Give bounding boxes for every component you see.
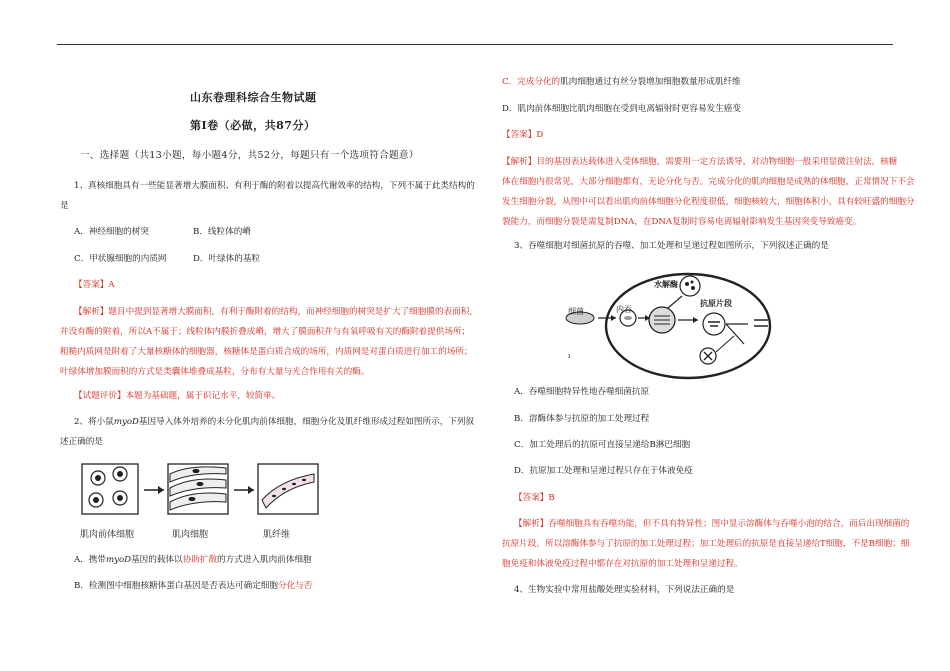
q1-answer: 【答案】A <box>74 280 115 290</box>
q1-option-a: A．神经细胞的树突 <box>74 227 149 237</box>
q2-stem-3: 述正确的是 <box>60 437 103 447</box>
q3-option-c: C．加工处理后的抗原可直接呈递给B淋巴细胞 <box>514 440 691 450</box>
fig-label-antigen: 抗原片段 <box>700 298 732 308</box>
q3-option-d: D．抗原加工处理和呈递过程只存在于体液免疫 <box>514 466 693 476</box>
q1-analysis-1: 【解析】题目中提到显著增大膜面积，有利于酶附着的结构，而神经细胞的树突是扩大了细胞膜的表面积， <box>74 307 478 317</box>
q2-analysis-1: 【解析】目的基因表达载体进入受体细胞，需要用一定方法诱导，对动物细胞一般采用显微注射法，核糖 <box>502 157 898 167</box>
q3-analysis-1: 【解析】吞噬细胞具有吞噬功能，但不具有特异性；图中显示溶酶体与吞噬小泡的结合，而后出现细菌的 <box>514 519 910 529</box>
fig-label-lysosome: 水解酶 <box>654 279 678 289</box>
q3-analysis-2: 抗原片段，所以溶酶体参与了抗原的加工处理过程；加工处理后的抗原是直接呈递给T细胞，不是B细胞；细 <box>502 539 910 549</box>
part-title: 第Ⅰ卷（必做，共87分） <box>190 119 316 132</box>
figure-mark: ı <box>568 352 571 360</box>
q1-option-d: D．叶绿体的基粒 <box>193 254 261 264</box>
exam-title: 山东卷理科综合生物试题 <box>190 91 317 104</box>
q3-analysis-3: 胞免疫和体液免疫过程中都存在对抗原的加工处理和呈递过程。 <box>502 559 743 569</box>
q3-answer: 【答案】B <box>514 493 555 503</box>
section-title: 一、选择题（共13小题，每小题4分，共52分，每题只有一个选项符合题意） <box>80 150 419 161</box>
q2-analysis-4: 裂能力，而细胞分裂是需复制DNA，在DNA复制时容易电离辐射影响发生基因突变导致癌变。 <box>502 217 862 227</box>
fig-label-engulf: 内吞 <box>616 305 632 314</box>
q2-option-c: C．完成分化的肌肉细胞通过有丝分裂增加细胞数量形成肌纤维 <box>502 77 741 87</box>
q1-comment: 【试题评价】本题为基础题，属于识记水平，较简单。 <box>74 391 281 401</box>
fig-label-bacteria: 细菌 <box>568 307 584 316</box>
muscle-differentiation-figure <box>80 460 330 524</box>
q3-option-b: B．溶酶体参与抗原的加工处理过程 <box>514 414 650 424</box>
q3-option-a: A．吞噬细胞特异性地吞噬细菌抗原 <box>514 387 650 397</box>
q2-option-d: D．肌肉前体细胞比肌肉细胞在受到电离辐射时更容易发生癌变 <box>502 104 741 114</box>
q1-analysis-4: 叶绿体增加膜面积的方式是类囊体堆叠成基粒，分布有大量与光合作用有关的酶。 <box>60 367 370 377</box>
fig-label-precursor: 肌肉前体细胞 <box>80 530 135 540</box>
q2-option-a: A．携带myoD基因的载体以协助扩散的方式进入肌肉前体细胞 <box>74 555 312 565</box>
q2-gene-name: myoD <box>113 417 139 427</box>
q1-analysis-2: 并没有酶的附着，所以A不属于；线粒体内膜折叠成嵴，增大了膜面积并与有氧呼吸有关的酶附着提供场所； <box>60 327 471 337</box>
q2-answer: 【答案】D <box>502 130 544 140</box>
q1-option-b: B．线粒体的嵴 <box>193 227 251 237</box>
q2-analysis-2: 体在细胞内很常见，大部分细胞都有，无论分化与否。完成分化的肌肉细胞是成熟的体细胞，正常情况下不会 <box>502 177 915 187</box>
precursor-cells-box <box>82 464 138 514</box>
antigen-fragment-vesicle <box>703 313 725 335</box>
q4-stem: 4、生物实验中常用盐酸处理实验材料，下列说法正确的是 <box>514 585 735 595</box>
q3-stem: 3、吞噬细胞对细菌抗原的吞噬、加工处理和呈递过程如图所示，下列叙述正确的是 <box>514 241 829 251</box>
q1-analysis-3: 粗糙内质网是附着了大量核糖体的细胞器，核糖体是蛋白质合成的场所，内质网是对蛋白质进行加工的场所； <box>60 347 473 357</box>
q2-stem-1: 2、将小鼠myoD基因导入体外培养的未分化肌肉前体细胞，细胞分化及肌纤维形成过程如图所示，下列叙 <box>74 417 475 427</box>
fig-label-fiber: 肌纤维 <box>263 530 291 540</box>
header-rule <box>57 44 893 45</box>
fig-label-muscle-cell: 肌肉细胞 <box>172 530 209 540</box>
q2-analysis-3: 发生细胞分裂，从图中可以看出肌肉前体细胞分化程度很低，细胞核较大，细胞体积小，具有较旺盛的细胞分 <box>502 197 915 207</box>
q1-stem-1: 1、真核细胞具有一些能显著增大膜面积、有利于酶的附着以提高代谢效率的结构，下列不属于此类结构的 <box>74 181 475 191</box>
q2-option-b: B．检测图中细胞核糖体蛋白基因是否表达可确定细胞分化与否 <box>74 581 313 591</box>
q1-stem-2: 是 <box>60 201 69 211</box>
lysosome <box>680 276 700 296</box>
q1-option-c: C．甲状腺细胞的内质网 <box>74 254 167 264</box>
